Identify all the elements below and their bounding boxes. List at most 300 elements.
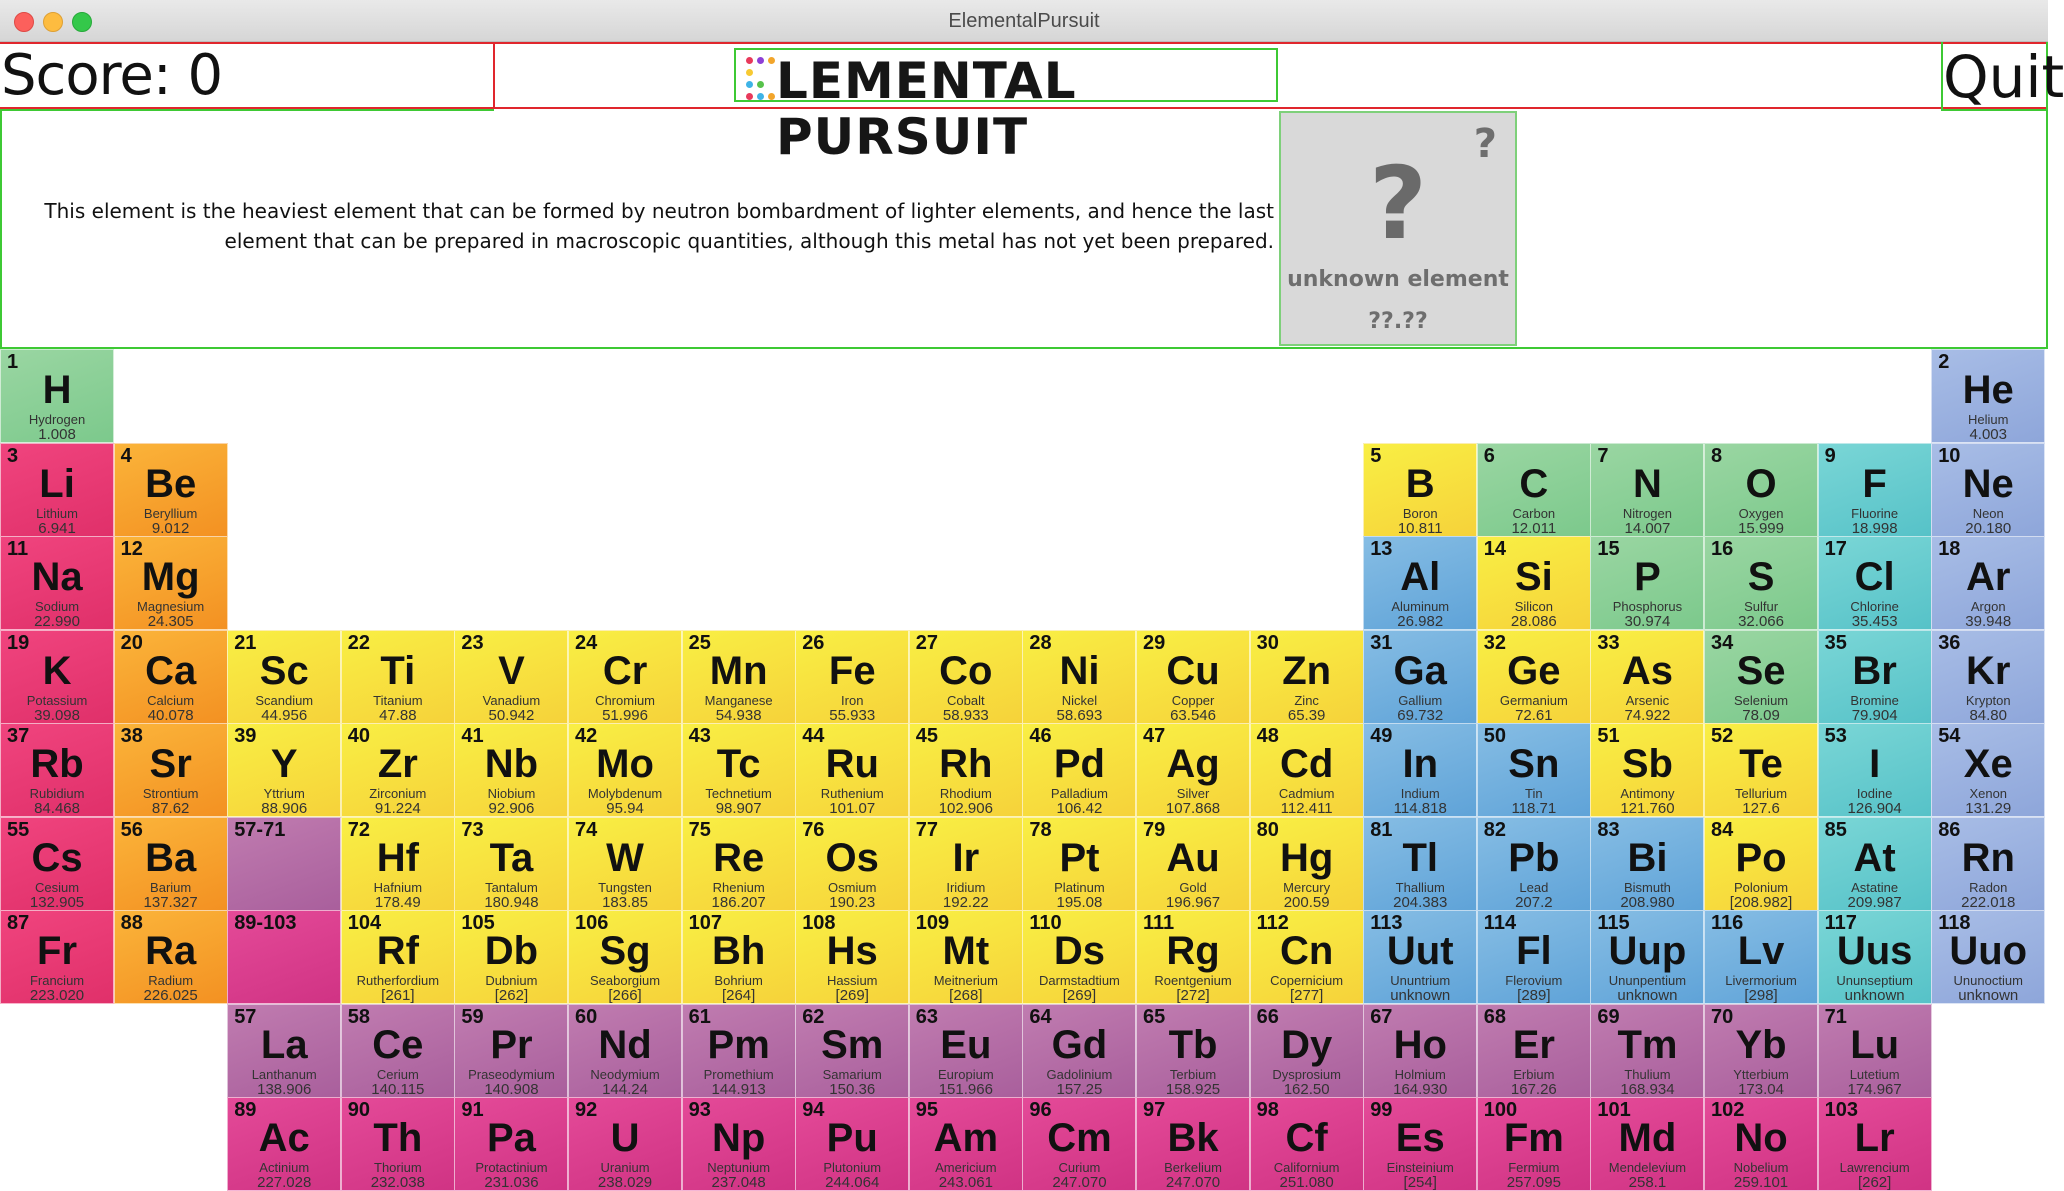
element-tile-p[interactable] [1590,536,1704,630]
element-tile-ar[interactable] [1931,536,2045,630]
element-mass: [262] [494,987,529,1004]
element-mass: 95.94 [606,800,644,817]
element-number: 116 [1711,912,1744,934]
element-name: Neodymium [590,1066,660,1082]
element-mass: 178.49 [374,893,421,911]
element-tile-hg[interactable] [1250,817,1364,911]
element-tile-sm[interactable] [795,1004,909,1098]
element-mass: 84.468 [34,800,80,817]
element-tile-ga[interactable] [1363,630,1477,724]
element-name: Hafnium [373,879,423,895]
element-tile-uup[interactable] [1590,910,1704,1004]
element-tile-ir[interactable] [909,817,1023,911]
element-tile-tc[interactable] [682,723,796,817]
element-name: Ununoctium [1953,973,2023,988]
element-number: 47 [1143,725,1166,747]
element-tile-hf[interactable] [341,817,455,911]
element-tile-cd[interactable] [1250,723,1364,817]
element-name: Hydrogen [28,412,86,427]
element-tile-hs[interactable] [795,910,909,1004]
element-tile-sc[interactable] [227,630,341,724]
element-number: 113 [1370,912,1403,934]
element-tile-ce[interactable] [341,1004,455,1098]
element-name: Ununpentium [1608,973,1687,988]
element-symbol: Bh [711,929,766,973]
element-number: 11 [7,538,29,560]
element-tile-rf[interactable] [341,910,455,1004]
element-tile-cl[interactable] [1818,536,1932,630]
element-name: Indium [1400,786,1440,801]
element-symbol: V [498,648,525,693]
element-name: Roentgenium [1154,973,1232,988]
element-tile-db[interactable] [454,910,568,1004]
element-mass: 137.327 [143,893,198,911]
element-name: Iridium [946,879,986,895]
element-number: 24 [575,631,598,654]
element-tile-li[interactable] [0,443,114,537]
element-mass: 258.1 [1628,1174,1667,1191]
element-mass: unknown [1390,987,1451,1004]
element-number: 107 [688,912,722,934]
element-tile-co[interactable] [909,630,1023,724]
element-number: 97 [1143,1099,1166,1121]
element-tile-he[interactable] [1931,349,2045,443]
element-tile-pb[interactable] [1477,817,1591,911]
element-number: 31 [1370,631,1393,654]
element-number: 66 [1256,1005,1279,1028]
element-mass: [272] [1176,987,1210,1004]
element-number: 12 [120,538,143,560]
element-tile-k[interactable] [0,630,114,724]
element-tile-cm[interactable] [1022,1097,1136,1191]
element-symbol: K [42,648,72,693]
element-tile-re[interactable] [682,817,796,911]
quit-button[interactable]: Quit [1943,43,2064,111]
element-name: Silicon [1514,599,1553,614]
element-mass: 126.904 [1847,800,1902,817]
element-tile-fr[interactable] [0,910,114,1004]
element-tile-sn[interactable] [1477,723,1591,817]
element-tile-tb[interactable] [1136,1004,1250,1098]
element-number: 86 [1938,818,1961,841]
element-tile-ti[interactable] [341,630,455,724]
element-name: Zirconium [369,786,427,801]
element-tile-89-103[interactable] [227,910,341,1004]
element-mass: [269] [835,987,869,1004]
element-mass: 164.930 [1393,1080,1448,1098]
element-tile-zr[interactable] [341,723,455,817]
element-name: Sodium [35,599,80,614]
element-tile-sb[interactable] [1590,723,1704,817]
element-name: Americium [935,1160,997,1175]
element-tile-mn[interactable] [682,630,796,724]
element-mass: 162.50 [1283,1080,1330,1098]
element-tile-uuo[interactable] [1931,910,2045,1004]
element-name: Thulium [1624,1066,1671,1082]
element-mass: 15.999 [1738,519,1784,537]
element-mass: 173.04 [1738,1080,1784,1098]
element-mass: 247.070 [1052,1174,1107,1191]
element-symbol: No [1734,1116,1788,1160]
element-symbol: I [1869,742,1881,786]
element-tile-mo[interactable] [568,723,682,817]
element-tile-lv[interactable] [1704,910,1818,1004]
element-number: 67 [1370,1005,1393,1028]
element-number: 16 [1711,538,1734,560]
element-symbol: Na [31,555,83,599]
element-name: Potassium [26,692,88,708]
element-name: Copernicium [1270,973,1344,988]
element-tile-rh[interactable] [909,723,1023,817]
element-name: Dubnium [485,973,538,988]
element-symbol: Mn [709,648,768,693]
element-tile-sr[interactable] [114,723,228,817]
element-mass: 180.948 [484,893,539,911]
element-symbol: P [1634,555,1661,599]
element-mass: 140.115 [371,1080,425,1098]
element-tile-uut[interactable] [1363,910,1477,1004]
element-mass: 144.24 [602,1080,648,1098]
element-mass: 106.42 [1056,800,1103,817]
element-name: Samarium [822,1066,882,1082]
element-tile-es[interactable] [1363,1097,1477,1191]
element-tile-fe[interactable] [795,630,909,724]
element-symbol: Th [373,1116,423,1160]
element-tile-na[interactable] [0,536,114,630]
element-symbol: B [1405,461,1435,506]
element-number: 98 [1256,1099,1279,1121]
element-tile-cu[interactable] [1136,630,1250,724]
element-tile-ds[interactable] [1022,910,1136,1004]
element-tile-be[interactable] [114,443,228,537]
element-tile-la[interactable] [227,1004,341,1098]
element-tile-al[interactable] [1363,536,1477,630]
element-mass: 30.974 [1624,613,1671,630]
element-tile-ra[interactable] [114,910,228,1004]
element-tile-po[interactable] [1704,817,1818,911]
element-symbol: Ni [1059,648,1100,693]
element-symbol: Ru [825,742,879,786]
element-number: 13 [1370,538,1393,560]
element-tile-w[interactable] [568,817,682,911]
element-tile-cr[interactable] [568,630,682,724]
element-tile-rg[interactable] [1136,910,1250,1004]
element-mass: 40.078 [147,706,194,724]
element-symbol: Cl [1854,555,1895,599]
element-tile-dy[interactable] [1250,1004,1364,1098]
element-name: Copper [1171,692,1215,708]
element-number: 57-71 [234,818,286,841]
element-tile-c[interactable] [1477,443,1591,537]
element-tile-md[interactable] [1590,1097,1704,1191]
element-symbol: Nb [484,742,539,786]
element-mass: 257.095 [1506,1174,1561,1191]
element-number: 14 [1483,538,1507,560]
element-tile-pu[interactable] [795,1097,909,1191]
element-mass: [261] [381,987,415,1004]
element-tile-as[interactable] [1590,630,1704,724]
element-tile-at[interactable] [1818,817,1932,911]
element-tile-u[interactable] [568,1097,682,1191]
element-mass: 168.934 [1620,1080,1675,1098]
element-symbol: Mg [141,555,200,599]
element-name: Flerovium [1505,973,1563,988]
element-symbol: Ne [1962,461,2014,506]
element-name: Gold [1179,879,1207,895]
element-tile-h[interactable] [0,349,114,443]
element-name: Californium [1273,1160,1340,1175]
element-number: 54 [1938,725,1961,747]
element-tile-np[interactable] [682,1097,796,1191]
element-mass: 237.048 [711,1174,766,1191]
element-mass: 151.966 [938,1080,993,1098]
element-number: 21 [234,631,257,654]
element-symbol: Ta [489,835,534,880]
element-mass: 10.811 [1397,519,1443,537]
element-tile-uus[interactable] [1818,910,1932,1004]
element-number: 23 [461,631,484,654]
element-number: 4 [120,444,132,467]
element-name: Seaborgium [589,973,661,988]
element-tile-gd[interactable] [1022,1004,1136,1098]
element-tile-mg[interactable] [114,536,228,630]
element-tile-bh[interactable] [682,910,796,1004]
element-symbol: Se [1736,648,1786,693]
element-tile-pr[interactable] [454,1004,568,1098]
element-symbol: S [1747,555,1775,599]
element-mass: 26.982 [1397,613,1444,630]
element-tile-cs[interactable] [0,817,114,911]
element-number: 72 [347,818,371,841]
element-symbol: F [1862,461,1887,506]
element-number: 112 [1256,912,1289,934]
element-tile-eu[interactable] [909,1004,1023,1098]
element-symbol: Sr [149,742,192,786]
element-tile-pa[interactable] [454,1097,568,1191]
element-tile-tl[interactable] [1363,817,1477,911]
element-mass: 167.26 [1510,1080,1557,1098]
element-tile-s[interactable] [1704,536,1818,630]
element-symbol: Hg [1279,835,1334,880]
element-mass: 54.938 [715,706,762,724]
element-tile-ho[interactable] [1363,1004,1477,1098]
element-tile-lu[interactable] [1818,1004,1932,1098]
element-tile-nd[interactable] [568,1004,682,1098]
element-number: 83 [1597,818,1620,841]
element-number: 45 [915,725,939,747]
element-number: 74 [575,818,598,841]
element-tile-ac[interactable] [227,1097,341,1191]
element-symbol: Tb [1168,1022,1218,1067]
element-tile-si[interactable] [1477,536,1591,630]
element-tile-pm[interactable] [682,1004,796,1098]
element-number: 77 [915,818,939,841]
element-name: Gallium [1398,692,1443,708]
element-tile-er[interactable] [1477,1004,1591,1098]
element-number: 88 [120,912,143,934]
element-name: Fluorine [1851,505,1899,521]
element-mass: 114.818 [1393,800,1447,817]
element-number: 26 [802,631,825,654]
element-tile-te[interactable] [1704,723,1818,817]
element-mass: 20.180 [1965,519,2012,537]
element-tile-se[interactable] [1704,630,1818,724]
mystery-element-card [1279,111,1517,346]
element-tile-ru[interactable] [795,723,909,817]
element-name: Actinium [259,1160,310,1175]
element-name: Technetium [705,786,772,801]
element-symbol: Tl [1402,835,1438,880]
element-mass: [298] [1744,987,1778,1004]
element-symbol: Rh [939,742,993,786]
element-mass: 32.066 [1738,613,1784,630]
element-number: 87 [7,912,30,934]
element-tile-th[interactable] [341,1097,455,1191]
element-tile-bi[interactable] [1590,817,1704,911]
element-number: 7 [1597,444,1609,467]
element-name: Darmstadtium [1038,973,1120,988]
element-tile-pd[interactable] [1022,723,1136,817]
element-number: 48 [1256,725,1279,747]
element-name: Praseodymium [468,1066,555,1082]
element-name: Aluminum [1391,599,1450,614]
element-tile-ne[interactable] [1931,443,2045,537]
element-number: 35 [1824,631,1847,654]
element-symbol: Lv [1737,929,1785,973]
element-symbol: Al [1400,555,1441,599]
element-name: Silver [1176,786,1210,801]
element-symbol: Sg [599,929,651,973]
element-symbol: Dy [1281,1022,1333,1067]
element-tile-os[interactable] [795,817,909,911]
element-tile-fl[interactable] [1477,910,1591,1004]
element-tile-rb[interactable] [0,723,114,817]
element-number: 50 [1483,725,1507,747]
element-tile-lr[interactable] [1818,1097,1932,1191]
element-tile-tm[interactable] [1590,1004,1704,1098]
element-mass: 84.80 [1969,706,2007,724]
element-tile-in[interactable] [1363,723,1477,817]
element-mass: 101.07 [829,800,876,817]
element-name: Calcium [147,692,195,708]
element-mass: 88.906 [261,800,308,817]
element-tile-fm[interactable] [1477,1097,1591,1191]
element-symbol: Ag [1166,742,1220,786]
element-number: 62 [802,1005,825,1028]
element-name: Dysprosium [1272,1066,1341,1082]
element-name: Palladium [1050,786,1108,801]
element-tile-ba[interactable] [114,817,228,911]
element-name: Livermorium [1725,973,1797,988]
element-mass: 18.998 [1851,519,1898,537]
element-mass: 158.925 [1165,1080,1221,1098]
element-symbol: Ce [372,1022,424,1067]
element-number: 94 [802,1099,825,1121]
element-name: Europium [938,1066,994,1082]
question-mark-icon: ? [1473,121,1497,167]
element-mass: 183.85 [602,893,648,911]
element-tile-ca[interactable] [114,630,228,724]
element-name: Strontium [142,786,199,801]
element-tile-n[interactable] [1590,443,1704,537]
element-tile-am[interactable] [909,1097,1023,1191]
element-symbol: Au [1166,835,1220,880]
element-mass: 79.904 [1851,706,1898,724]
element-symbol: Db [484,929,539,973]
element-tile-sg[interactable] [568,910,682,1004]
element-tile-b[interactable] [1363,443,1477,537]
element-name: Mercury [1283,879,1331,895]
element-symbol: Yb [1735,1022,1787,1067]
element-tile-v[interactable] [454,630,568,724]
element-number: 95 [915,1099,939,1121]
element-tile-kr[interactable] [1931,630,2045,724]
element-tile-o[interactable] [1704,443,1818,537]
element-name: Oxygen [1738,505,1784,521]
element-tile-ge[interactable] [1477,630,1591,724]
element-number: 53 [1824,725,1847,747]
element-tile-bk[interactable] [1136,1097,1250,1191]
element-tile-cn[interactable] [1250,910,1364,1004]
element-mass: 39.948 [1965,613,2012,630]
element-tile-f[interactable] [1818,443,1932,537]
element-name: Cerium [376,1066,419,1082]
element-mass: 63.546 [1170,706,1216,724]
element-tile-y[interactable] [227,723,341,817]
clue-text: This element is the heaviest element that can be formed by neutron bombardment of lighter elements, and hence the last element that can be prepared in macroscopic quantities, although this metal has not yet been prepared. [44,199,1274,253]
element-symbol: Tc [716,742,761,786]
element-mass: 131.29 [1965,800,2012,817]
element-tile-ag[interactable] [1136,723,1250,817]
element-number: 78 [1029,818,1052,841]
element-symbol: Ge [1507,648,1561,693]
element-number: 49 [1370,725,1393,747]
element-name: Ununseptium [1836,973,1913,988]
element-symbol: Fl [1516,929,1552,973]
element-tile-au[interactable] [1136,817,1250,911]
element-name: Germanium [1499,692,1568,708]
element-tile-yb[interactable] [1704,1004,1818,1098]
element-tile-pt[interactable] [1022,817,1136,911]
element-tile-rn[interactable] [1931,817,2045,911]
element-tile-zn[interactable] [1250,630,1364,724]
element-mass: 107.868 [1165,800,1221,817]
window-title: ElementalPursuit [948,10,1100,32]
element-name: Meitnerium [933,973,998,988]
element-symbol: W [606,835,644,880]
element-number: 40 [347,725,371,747]
element-tile-57-71[interactable] [227,817,341,911]
element-name: Ruthenium [820,786,884,801]
element-tile-ta[interactable] [454,817,568,911]
element-tile-xe[interactable] [1931,723,2045,817]
element-symbol: Li [39,461,75,506]
element-number: 6 [1483,444,1495,467]
element-mass: 24.305 [147,613,194,630]
element-tile-no[interactable] [1704,1097,1818,1191]
element-tile-br[interactable] [1818,630,1932,724]
element-tile-cf[interactable] [1250,1097,1364,1191]
element-mass: 51.996 [602,706,648,724]
element-tile-mt[interactable] [909,910,1023,1004]
element-tile-ni[interactable] [1022,630,1136,724]
element-tile-nb[interactable] [454,723,568,817]
element-symbol: Br [1852,648,1897,693]
element-symbol: Es [1395,1116,1445,1160]
element-tile-i[interactable] [1818,723,1932,817]
element-symbol: Ra [145,929,197,973]
element-number: 108 [802,912,836,934]
